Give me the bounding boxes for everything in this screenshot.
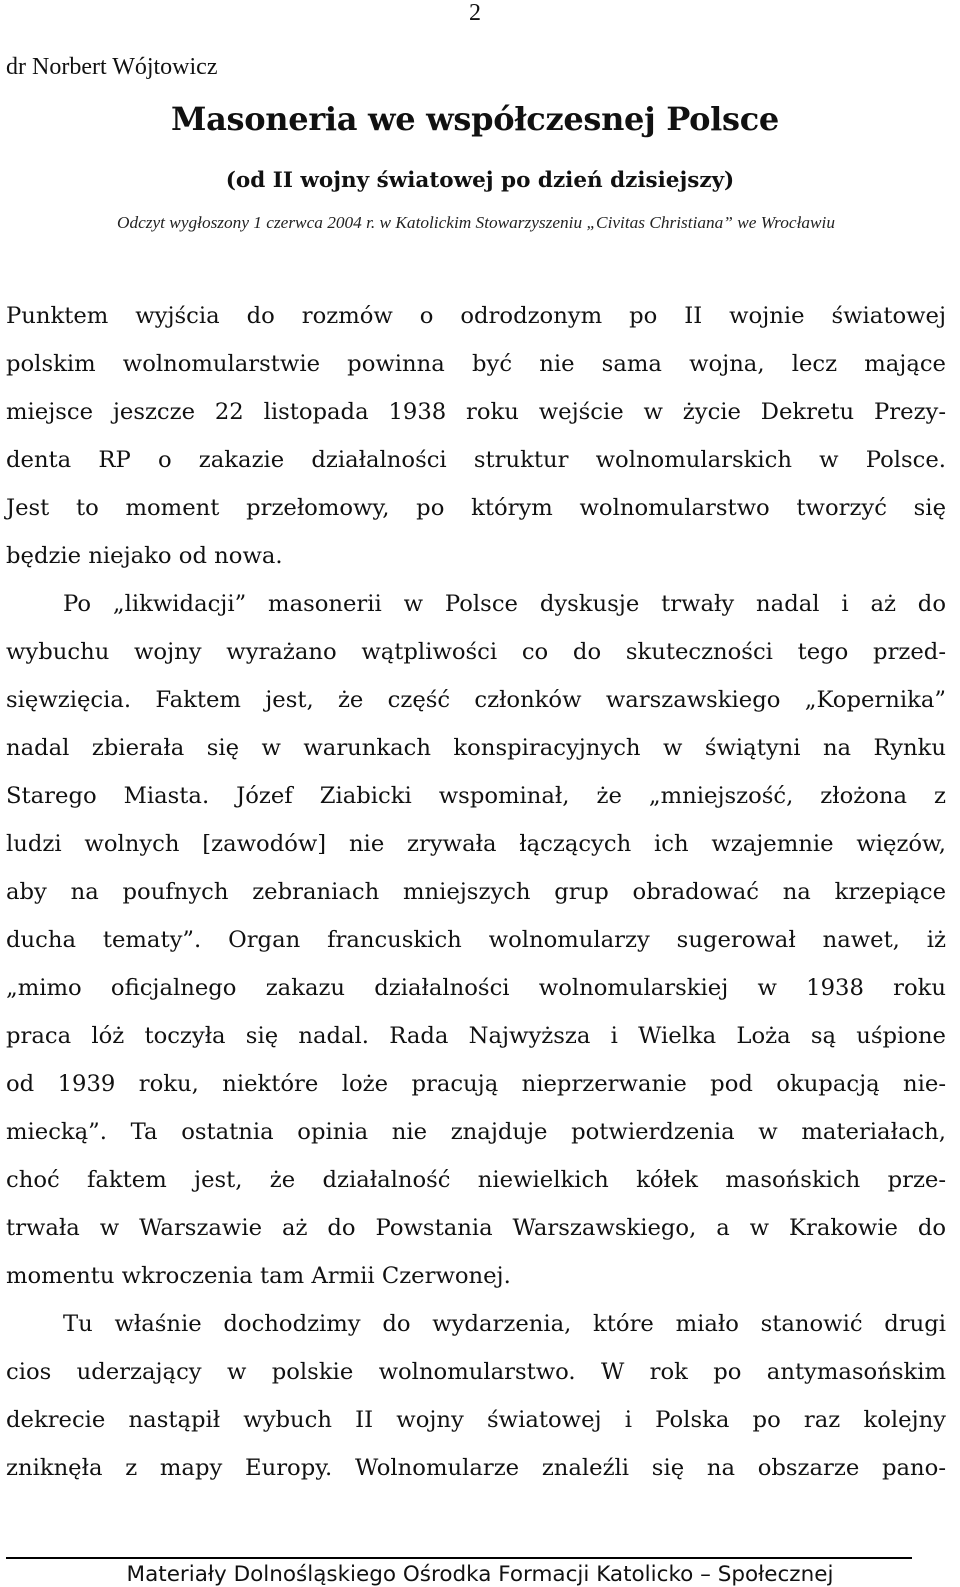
text-line: cios uderzający w polskie wolnomularstwo. W rok po antymasońskim — [6, 1359, 946, 1385]
text-line: aby na poufnych zebraniach mniejszych grup obradować na krzepiące — [6, 879, 946, 905]
page-number: 2 — [469, 0, 481, 26]
text-line: miejsce jeszcze 22 listopada 1938 roku wejście w życie Dekretu Prezy- — [6, 399, 946, 425]
text-line: Jest to moment przełomowy, po którym wolnomularstwo tworzyć się — [6, 495, 946, 521]
text-line: „mimo oficjalnego zakazu działalności wolnomularskiej w 1938 roku — [6, 975, 946, 1001]
text-line: momentu wkroczenia tam Armii Czerwonej. — [6, 1263, 511, 1289]
document-subtitle: (od II wojny światowej po dzień dzisiejszy) — [225, 168, 735, 193]
footer-rule — [6, 1557, 912, 1559]
text-line: sięwzięcia. Faktem jest, że część członków warszawskiego „Kopernika” — [6, 687, 946, 713]
text-line: ducha tematy”. Organ francuskich wolnomularzy sugerował nawet, iż — [6, 927, 946, 953]
text-line: zniknęła z mapy Europy. Wolnomularze znaleźli się na obszarze pano- — [6, 1455, 946, 1481]
text-line: trwała w Warszawie aż do Powstania Warszawskiego, a w Krakowie do — [6, 1215, 946, 1241]
text-line: denta RP o zakazie działalności struktur wolnomularskich w Polsce. — [6, 447, 946, 473]
text-line: Tu właśnie dochodzimy do wydarzenia, które miało stanowić drugi — [63, 1311, 946, 1337]
footer-text: Materiały Dolnośląskiego Ośrodka Formacji Katolicko – Społecznej — [126, 1562, 834, 1587]
text-line: polskim wolnomularstwie powinna być nie sama wojna, lecz mające — [6, 351, 946, 377]
author: dr Norbert Wójtowicz — [6, 54, 218, 80]
text-line: choć faktem jest, że działalność niewielkich kółek masońskich prze- — [6, 1167, 946, 1193]
document-title: Masoneria we współczesnej Polsce — [170, 100, 779, 138]
text-line: będzie niejako od nowa. — [6, 543, 283, 569]
text-line: wybuchu wojny wyrażano wątpliwości co do skuteczności tego przed- — [6, 639, 946, 665]
text-line: od 1939 roku, niektóre loże pracują nieprzerwanie pod okupacją nie- — [6, 1071, 946, 1097]
body-text — [6, 292, 946, 1492]
text-line: miecką”. Ta ostatnia opinia nie znajduje potwierdzenia w materiałach, — [6, 1119, 946, 1145]
text-line: ludzi wolnych [zawodów] nie zrywała łączących ich wzajemnie więzów, — [6, 831, 946, 857]
lecture-note: Odczyt wygłoszony 1 czerwca 2004 r. w Katolickim Stowarzyszeniu „Civitas Christiana” we Wrocławiu — [117, 213, 835, 232]
text-line: Po „likwidacji” masonerii w Polsce dyskusje trwały nadal i aż do — [63, 591, 946, 617]
text-line: nadal zbierała się w warunkach konspiracyjnych w świątyni na Rynku — [6, 735, 946, 761]
text-line: dekrecie nastąpił wybuch II wojny światowej i Polska po raz kolejny — [6, 1407, 946, 1433]
text-line: praca lóż toczyła się nadal. Rada Najwyższa i Wielka Loża są uśpione — [6, 1023, 946, 1049]
text-line: Starego Miasta. Józef Ziabicki wspominał, że „mniejszość, złożona z — [6, 783, 946, 809]
text-line: Punktem wyjścia do rozmów o odrodzonym po II wojnie światowej — [6, 303, 946, 329]
